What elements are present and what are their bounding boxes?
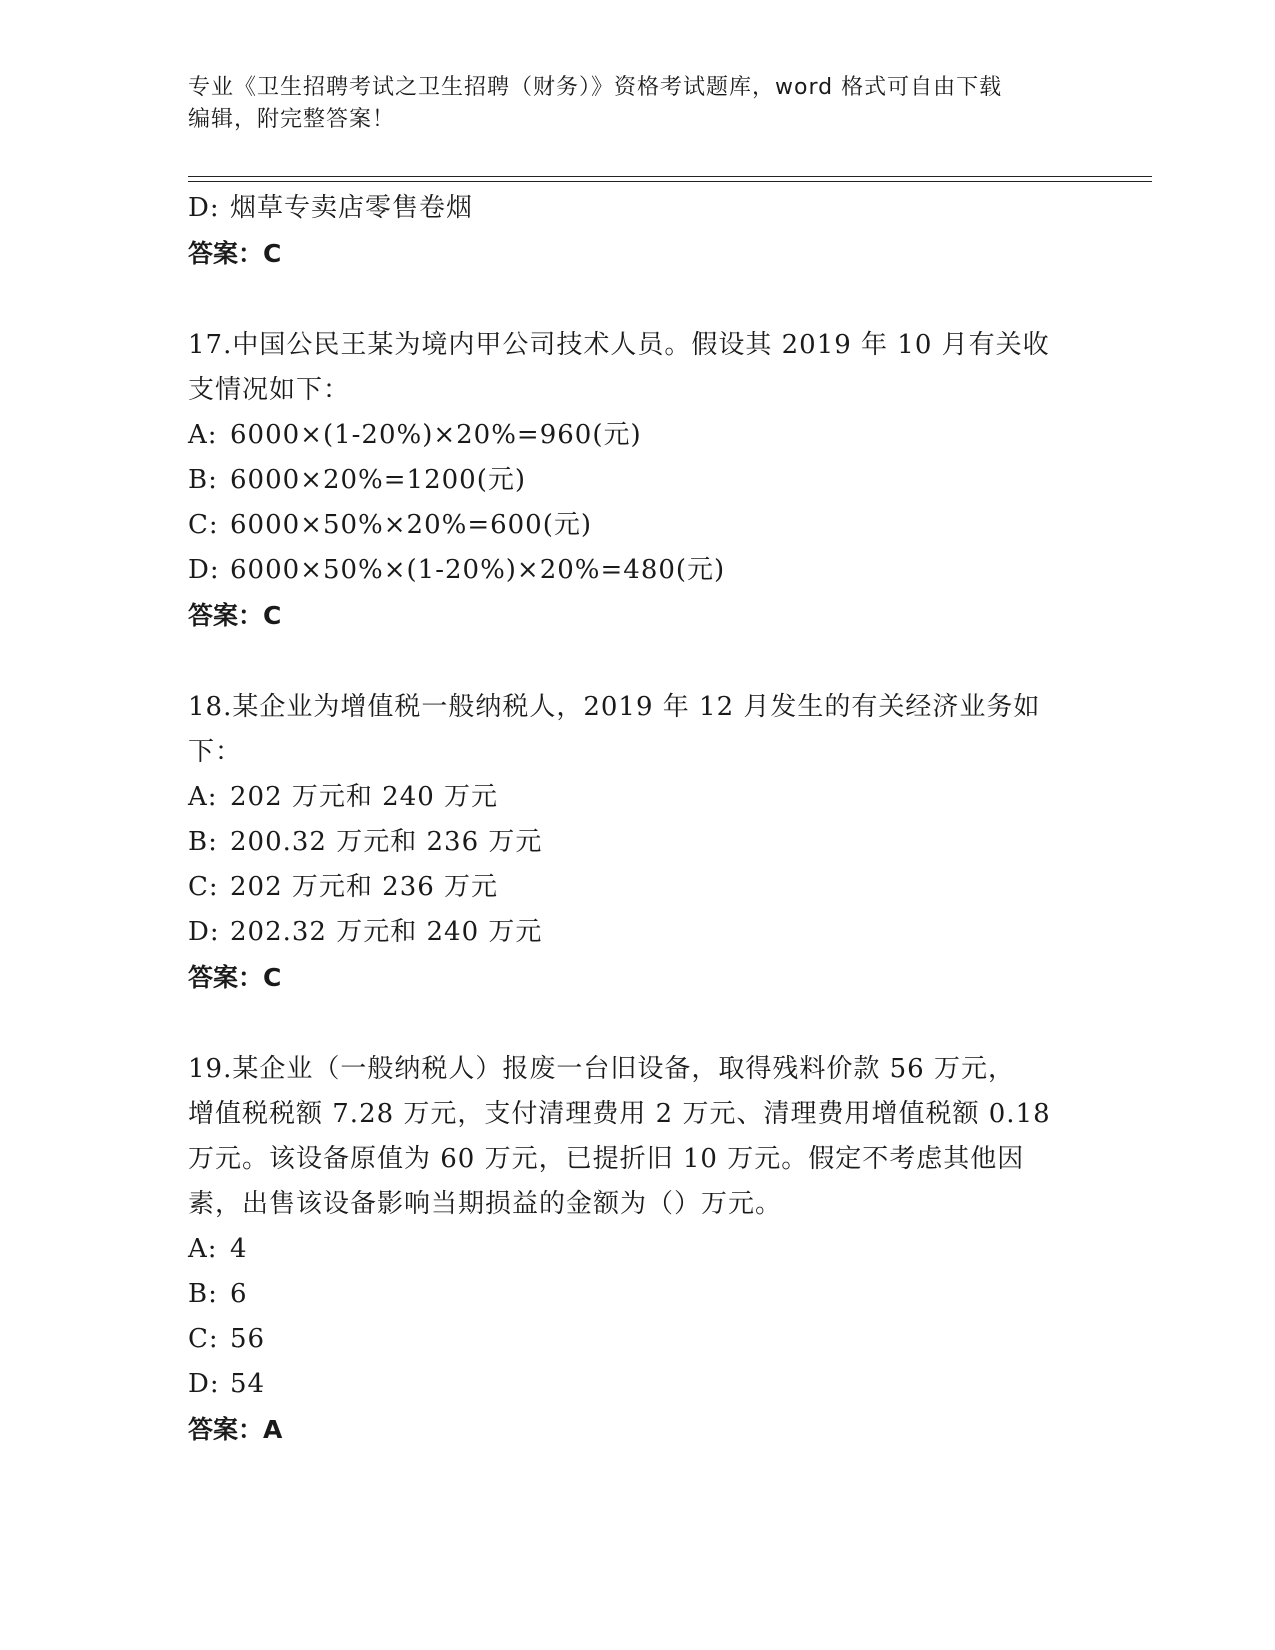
option-text: 54 xyxy=(230,1369,266,1399)
option-text: 烟草专卖店零售卷烟 xyxy=(230,193,474,223)
prev-answer: 答案：C xyxy=(188,239,282,268)
q19-option-d xyxy=(188,1362,1088,1407)
spacer xyxy=(188,276,1088,323)
option-text: 6 xyxy=(230,1279,248,1309)
header-rule-top xyxy=(188,176,1152,177)
option-text: 6000×20%=1200(元) xyxy=(230,465,526,495)
option-label: A: xyxy=(188,420,218,450)
question-19-line-2: 增值税税额 7.28 万元，支付清理费用 2 万元、清理费用增值税额 0.18 xyxy=(188,1099,1051,1129)
option-label: C: xyxy=(188,872,219,902)
question-17-line-1: 17.中国公民王某为境内甲公司技术人员。假设其 2019 年 10 月有关收 xyxy=(188,330,1050,360)
option-label: B: xyxy=(188,827,218,857)
spacer xyxy=(188,1000,1088,1047)
option-label: D: xyxy=(188,555,220,585)
question-17-line-2: 支情况如下： xyxy=(188,375,351,405)
header-rule-bottom xyxy=(188,181,1152,182)
option-label: B: xyxy=(188,1279,218,1309)
q17-answer: 答案：C xyxy=(188,601,282,630)
q18-option-c xyxy=(188,865,1088,910)
question-17 xyxy=(188,323,1088,413)
option-text: 200.32 万元和 236 万元 xyxy=(230,827,543,857)
question-18-line-1: 18.某企业为增值税一般纳税人，2019 年 12 月发生的有关经济业务如 xyxy=(188,692,1041,722)
option-text: 4 xyxy=(230,1234,248,1264)
document-header xyxy=(188,72,1068,136)
option-label: A: xyxy=(188,1234,218,1264)
q18-answer: 答案：C xyxy=(188,963,282,992)
question-19-line-3: 万元。该设备原值为 60 万元，已提折旧 10 万元。假定不考虑其他因 xyxy=(188,1144,1025,1174)
q17-option-a xyxy=(188,413,1088,458)
spacer xyxy=(188,638,1088,685)
question-19-line-4: 素，出售该设备影响当期损益的金额为（）万元。 xyxy=(188,1189,783,1219)
option-label: A: xyxy=(188,782,218,812)
option-label: B: xyxy=(188,465,218,495)
option-label: D: xyxy=(188,1369,220,1399)
q18-option-a xyxy=(188,775,1088,820)
option-text: 56 xyxy=(230,1324,266,1354)
option-text: 6000×(1-20%)×20%=960(元) xyxy=(230,420,642,450)
option-text: 6000×50%×(1-20%)×20%=480(元) xyxy=(230,555,726,585)
q17-option-b xyxy=(188,458,1088,503)
question-19 xyxy=(188,1047,1088,1227)
option-label: C: xyxy=(188,510,219,540)
question-18 xyxy=(188,685,1088,775)
q17-option-c xyxy=(188,503,1088,548)
q18-option-d xyxy=(188,910,1088,955)
q19-answer: 答案：A xyxy=(188,1415,283,1444)
option-text: 6000×50%×20%=600(元) xyxy=(230,510,593,540)
q19-option-a xyxy=(188,1227,1088,1272)
option-label: D: xyxy=(188,917,220,947)
option-label: C: xyxy=(188,1324,219,1354)
header-line-1: 专业《卫生招聘考试之卫生招聘（财务）》资格考试题库，word 格式可自由下载 xyxy=(188,75,1003,100)
q19-option-c xyxy=(188,1317,1088,1362)
q18-option-b xyxy=(188,820,1088,865)
option-label: D: xyxy=(188,193,220,223)
q17-option-d xyxy=(188,548,1088,593)
question-18-line-2: 下： xyxy=(188,737,243,767)
document-body xyxy=(188,186,1088,1452)
option-text: 202 万元和 240 万元 xyxy=(230,782,499,812)
option-text: 202 万元和 236 万元 xyxy=(230,872,499,902)
q19-option-b xyxy=(188,1272,1088,1317)
prev-option-d xyxy=(188,186,1088,231)
option-text: 202.32 万元和 240 万元 xyxy=(230,917,543,947)
question-19-line-1: 19.某企业（一般纳税人）报废一台旧设备，取得残料价款 56 万元， xyxy=(188,1054,1015,1084)
header-line-2: 编辑，附完整答案！ xyxy=(188,107,396,132)
